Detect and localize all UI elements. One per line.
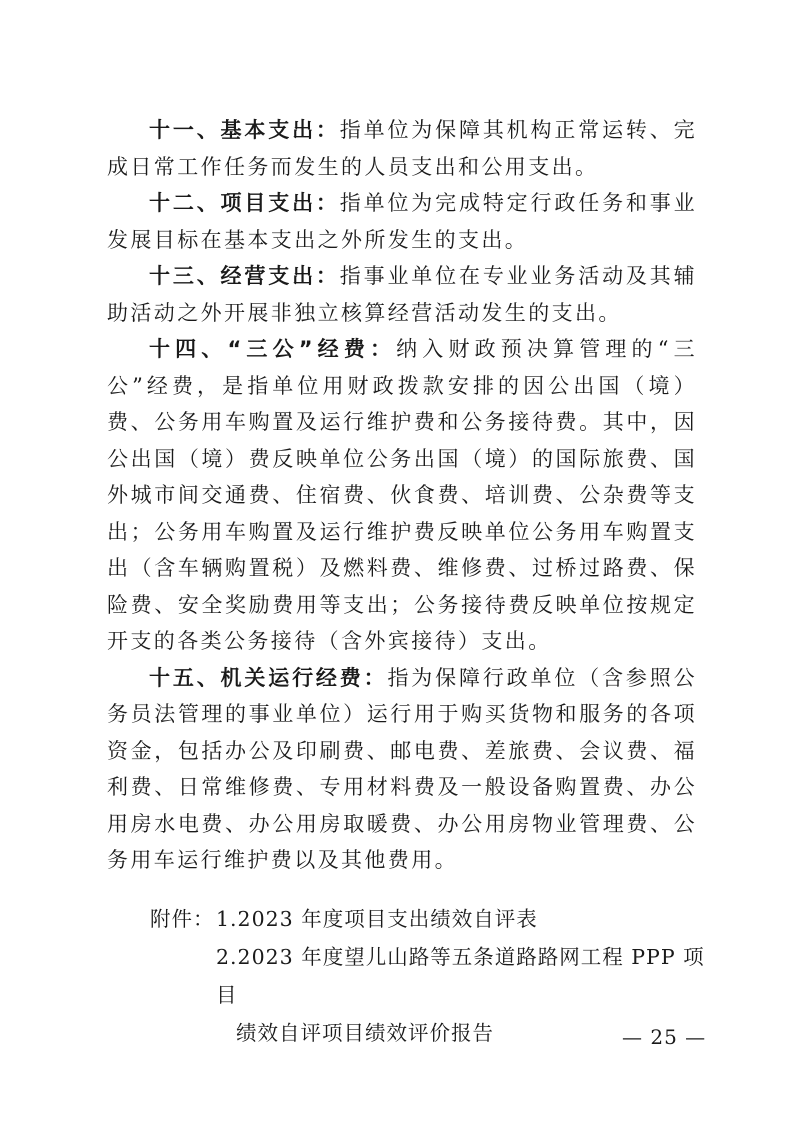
paragraph-project-expenditure [107, 185, 697, 258]
paragraph-basic-expenditure [107, 112, 697, 185]
attachment-item-2-line-2: 绩效自评项目绩效评价报告 [236, 1021, 494, 1045]
term-project-expenditure: 十二、项目支出： [149, 191, 340, 215]
term-three-public-expenses: 十四、“三公”经费： [149, 337, 397, 361]
attachment-item-2-line-1: 2.2023 年度望儿山路等五条道路路网工程 PPP 项目 [216, 945, 705, 1007]
paragraph-operating-expenditure [107, 258, 697, 331]
paragraph-agency-operating-funds [107, 660, 697, 879]
definition-operating-expenditure: 指事业单位在专业业务活动及其辅助活动之外开展非独立核算经营活动发生的支出。 [107, 264, 697, 325]
definition-agency-operating-funds: 指为保障行政单位（含参照公务员法管理的事业单位）运行用于购买货物和服务的各项资金，包括办公及印刷费、邮电费、差旅费、会议费、福利费、日常维修费、专用材料费及一般设备购置费、办公用房水电费、办公用房取暖费、办公用房物业管理费、公务用车运行维护费以及其他费用。 [107, 665, 697, 872]
page-number: — 25 — [622, 1025, 707, 1049]
attachment-item-1: 1.2023 年度项目支出绩效自评表 [216, 907, 538, 931]
paragraph-three-public-expenses [107, 331, 697, 660]
term-basic-expenditure: 十一、基本支出： [149, 118, 340, 142]
document-body [107, 112, 697, 879]
attachments-label: 附件： [150, 907, 215, 931]
definition-basic-expenditure: 指单位为保障其机构正常运转、完成日常工作任务而发生的人员支出和公用支出。 [107, 118, 697, 179]
definition-three-public-expenses: 纳入财政预决算管理的“三公”经费，是指单位用财政拨款安排的因公出国（境）费、公务用车购置及运行维护费和公务接待费。其中，因公出国（境）费反映单位公务出国（境）的国际旅费、国外城市间交通费、住宿费、伙食费、培训费、公杂费等支出；公务用车购置及运行维护费反映单位公务用车购置支出（含车辆购置税）及燃料费、维修费、过桥过路费、保险费、安全奖励费用等支出；公务接待费反映单位按规定开支的各类公务接待（含外宾接待）支出。 [107, 337, 697, 653]
definition-project-expenditure: 指单位为完成特定行政任务和事业发展目标在基本支出之外所发生的支出。 [107, 191, 697, 252]
term-agency-operating-funds: 十五、机关运行经费： [149, 665, 388, 690]
term-operating-expenditure: 十三、经营支出： [149, 264, 340, 288]
